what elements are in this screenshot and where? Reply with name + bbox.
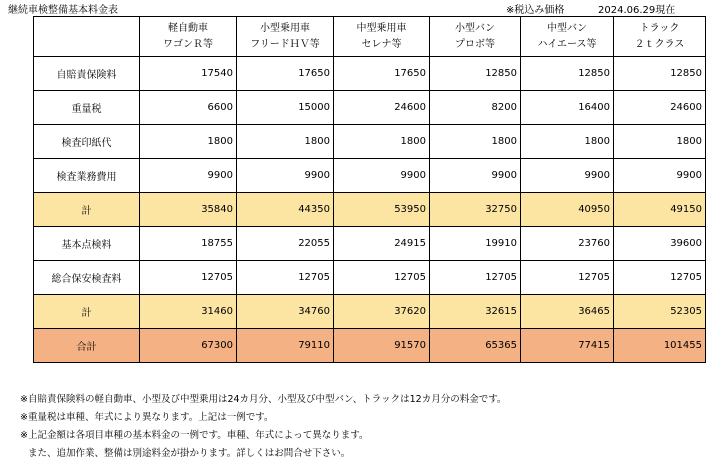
table-cell: 19910 [430,227,521,261]
table-cell: 52305 [614,295,706,329]
col-header-line1: 中型バン [547,22,587,34]
table-cell: 32615 [430,295,521,329]
table-row-safety-inspection [34,261,706,295]
table-cell: 24915 [334,227,430,261]
table-cell: 65365 [430,329,521,363]
col-header-line1: 軽自動車 [168,22,208,34]
table-cell: 79110 [237,329,334,363]
tax-included-note: ※税込み価格 [506,5,565,16]
row-label: 合計 [34,329,140,363]
table-row-stamp-fee [34,125,706,159]
table-cell: 12705 [237,261,334,295]
col-header-line1: 小型バン [455,22,495,34]
col-header-line1: トラック [639,22,680,34]
row-label: 検査業務費用 [34,159,140,193]
as-of-date: 2024.06.29現在 [598,5,676,16]
table-cell: 12705 [521,261,614,295]
table-cell: 1800 [521,125,614,159]
table-cell: 17650 [237,57,334,91]
table-cell: 101455 [614,329,706,363]
table-cell: 40950 [521,193,614,227]
col-header-mid-van [521,17,614,57]
corner-cell [34,17,140,57]
table-cell: 12705 [334,261,430,295]
col-header-mid-passenger [334,17,430,57]
table-cell: 9900 [334,159,430,193]
footnote-liability-insurance: ※自賠責保険料の軽自動車、小型及び中型乗用は24カ月分、小型及び中型バン、トラックは12カ月分の料金です。 [20,394,507,405]
table-cell: 67300 [140,329,237,363]
table-cell: 1800 [140,125,237,159]
table-cell: 24600 [334,91,430,125]
table-cell: 17540 [140,57,237,91]
table-row-subtotal-statutory [34,193,706,227]
header-row [34,17,706,57]
footnote-price-example: ※上記金額は各項目車種の基本料金の一例です。車種、年式によって異なります。 [20,430,369,441]
col-header-line2: フリードＨＶ等 [250,38,320,50]
footnote-weight-tax: ※重量税は車種、年式により異なります。上記は一例です。 [20,412,274,423]
row-label: 総合保安検査料 [34,261,140,295]
col-header-line2: ２ｔクラス [634,38,685,50]
page-title: 継続車検整備基本料金表 [8,5,118,16]
fee-table [33,16,706,363]
table-row-inspection-service-fee [34,159,706,193]
col-header-line2: ワゴンＲ等 [163,38,213,50]
table-cell: 9900 [140,159,237,193]
col-header-line1: 小型乗用車 [260,22,310,34]
table-cell: 37620 [334,295,430,329]
table-cell: 12705 [140,261,237,295]
table-cell: 34760 [237,295,334,329]
table-row-grand-total [34,329,706,363]
col-header-truck [614,17,706,57]
footnote-additional-work: また、追加作業、整備は別途料金が掛かります。詳しくはお問合せ下さい。 [28,448,351,459]
row-label: 自賠責保険料 [34,57,140,91]
table-row-weight-tax [34,91,706,125]
table-cell: 12705 [430,261,521,295]
table-cell: 77415 [521,329,614,363]
table-cell: 31460 [140,295,237,329]
table-cell: 16400 [521,91,614,125]
table-cell: 1800 [614,125,706,159]
table-cell: 91570 [334,329,430,363]
table-cell: 17650 [334,57,430,91]
col-header-line2: セレナ等 [361,38,402,50]
table-cell: 53950 [334,193,430,227]
table-cell: 32750 [430,193,521,227]
table-cell: 24600 [614,91,706,125]
row-label: 計 [34,295,140,329]
table-cell: 12705 [614,261,706,295]
row-label: 重量税 [34,91,140,125]
footnotes [20,391,506,463]
table-cell: 15000 [237,91,334,125]
row-label: 検査印紙代 [34,125,140,159]
table-cell: 12850 [430,57,521,91]
col-header-line1: 中型乗用車 [356,22,407,34]
table-cell: 35840 [140,193,237,227]
table-cell: 9900 [430,159,521,193]
table-cell: 9900 [614,159,706,193]
table-cell: 36465 [521,295,614,329]
col-header-line2: ハイエース等 [537,38,597,50]
table-cell: 9900 [521,159,614,193]
col-header-small-passenger [237,17,334,57]
table-cell: 8200 [430,91,521,125]
table-cell: 49150 [614,193,706,227]
table-cell: 44350 [237,193,334,227]
table-cell: 22055 [237,227,334,261]
table-cell: 23760 [521,227,614,261]
table-cell: 6600 [140,91,237,125]
table-cell: 12850 [614,57,706,91]
table-cell: 1800 [237,125,334,159]
table-row-liability-insurance [34,57,706,91]
col-header-kei [140,17,237,57]
table-cell: 1800 [334,125,430,159]
row-label: 基本点検料 [34,227,140,261]
table-row-basic-inspection [34,227,706,261]
row-label: 計 [34,193,140,227]
col-header-small-van [430,17,521,57]
table-row-subtotal-service [34,295,706,329]
table-cell: 12850 [521,57,614,91]
table-cell: 39600 [614,227,706,261]
table-cell: 9900 [237,159,334,193]
table-cell: 1800 [430,125,521,159]
table-cell: 18755 [140,227,237,261]
col-header-line2: プロボ等 [455,38,495,50]
